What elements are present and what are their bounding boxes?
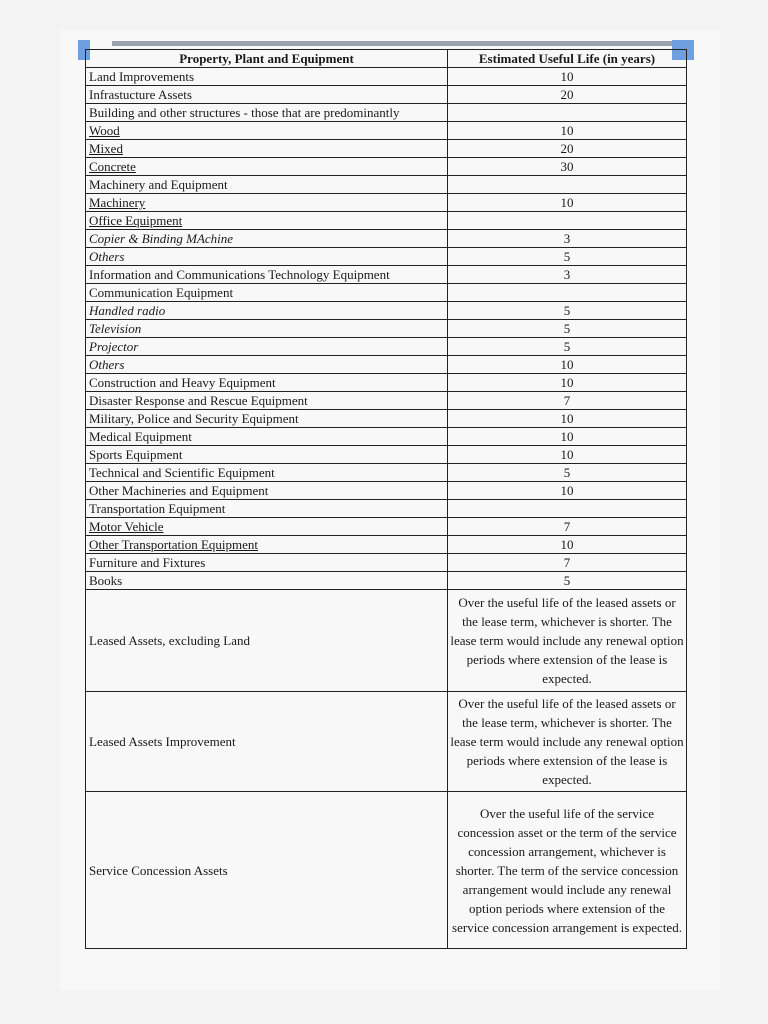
useful-life-value: 10 — [448, 356, 687, 374]
useful-life-value: 3 — [448, 230, 687, 248]
asset-category-label: Books — [86, 572, 448, 590]
asset-category-label: Television — [86, 320, 448, 338]
table-row — [86, 284, 687, 302]
useful-life-value — [448, 500, 687, 518]
top-edge-bar — [112, 41, 672, 46]
table-row — [86, 374, 687, 392]
asset-category-label: Information and Communications Technology Equipment — [86, 266, 448, 284]
asset-category-label: Sports Equipment — [86, 446, 448, 464]
table-row — [86, 572, 687, 590]
table-row — [86, 194, 687, 212]
asset-category-label: Transportation Equipment — [86, 500, 448, 518]
table-row — [86, 428, 687, 446]
table-row — [86, 158, 687, 176]
asset-category-label: Motor Vehicle — [86, 518, 448, 536]
useful-life-value — [448, 284, 687, 302]
useful-life-value: 5 — [448, 572, 687, 590]
useful-life-value: 30 — [448, 158, 687, 176]
table-row — [86, 536, 687, 554]
asset-category-label: Disaster Response and Rescue Equipment — [86, 392, 448, 410]
asset-category-label: Others — [86, 248, 448, 266]
table-row — [86, 104, 687, 122]
useful-life-value — [448, 176, 687, 194]
useful-life-value: 7 — [448, 554, 687, 572]
asset-category-label: Others — [86, 356, 448, 374]
table-row — [86, 320, 687, 338]
table-row — [86, 554, 687, 572]
table-row — [86, 212, 687, 230]
asset-category-label: Construction and Heavy Equipment — [86, 374, 448, 392]
table-row — [86, 176, 687, 194]
useful-life-value: 20 — [448, 140, 687, 158]
useful-life-value: 5 — [448, 338, 687, 356]
useful-life-value: 20 — [448, 86, 687, 104]
table-row — [86, 68, 687, 86]
asset-category-label: Technical and Scientific Equipment — [86, 464, 448, 482]
useful-life-value — [448, 212, 687, 230]
useful-life-value: 7 — [448, 392, 687, 410]
table-row — [86, 500, 687, 518]
useful-life-value: 10 — [448, 446, 687, 464]
asset-category-label: Machinery and Equipment — [86, 176, 448, 194]
useful-life-value: 10 — [448, 482, 687, 500]
useful-life-description: Over the useful life of the service concession asset or the term of the service concession arrangement, whichever is shorter. The term of the service concession arrangement would include any renewal option periods where extension of the service concession arrangement is expected. — [448, 792, 687, 949]
asset-category-label: Office Equipment — [86, 212, 448, 230]
useful-life-description: Over the useful life of the leased assets or the lease term, whichever is shorter. The lease term would include any renewal option periods where extension of the lease is expected. — [448, 590, 687, 692]
asset-category-label: Medical Equipment — [86, 428, 448, 446]
table-row-long — [86, 590, 687, 692]
asset-category-label: Service Concession Assets — [86, 792, 448, 949]
asset-category-label: Communication Equipment — [86, 284, 448, 302]
asset-category-label: Other Machineries and Equipment — [86, 482, 448, 500]
useful-life-description: Over the useful life of the leased assets or the lease term, whichever is shorter. The lease term would include any renewal option periods where extension of the lease is expected. — [448, 692, 687, 792]
asset-category-label: Military, Police and Security Equipment — [86, 410, 448, 428]
table-row — [86, 86, 687, 104]
table-row — [86, 482, 687, 500]
asset-category-label: Infrastucture Assets — [86, 86, 448, 104]
asset-category-label: Leased Assets, excluding Land — [86, 590, 448, 692]
table-row — [86, 518, 687, 536]
useful-life-value: 7 — [448, 518, 687, 536]
useful-life-value: 10 — [448, 194, 687, 212]
table-row-long — [86, 792, 687, 949]
table-row-long — [86, 692, 687, 792]
asset-category-label: Mixed — [86, 140, 448, 158]
asset-category-label: Leased Assets Improvement — [86, 692, 448, 792]
table-row — [86, 266, 687, 284]
table-row — [86, 446, 687, 464]
useful-life-value: 10 — [448, 410, 687, 428]
useful-life-value: 5 — [448, 248, 687, 266]
asset-category-label: Other Transportation Equipment — [86, 536, 448, 554]
table-row — [86, 356, 687, 374]
header-useful-life: Estimated Useful Life (in years) — [448, 50, 687, 68]
table-row — [86, 302, 687, 320]
table-row — [86, 392, 687, 410]
useful-life-table — [85, 49, 687, 949]
asset-category-label: Projector — [86, 338, 448, 356]
asset-category-label: Wood — [86, 122, 448, 140]
asset-category-label: Concrete — [86, 158, 448, 176]
useful-life-value: 5 — [448, 302, 687, 320]
table-row — [86, 122, 687, 140]
useful-life-value: 10 — [448, 374, 687, 392]
table-row — [86, 230, 687, 248]
useful-life-value: 3 — [448, 266, 687, 284]
header-property: Property, Plant and Equipment — [86, 50, 448, 68]
asset-category-label: Machinery — [86, 194, 448, 212]
useful-life-value — [448, 104, 687, 122]
useful-life-value: 10 — [448, 122, 687, 140]
asset-category-label: Building and other structures - those that are predominantly — [86, 104, 448, 122]
asset-category-label: Copier & Binding MAchine — [86, 230, 448, 248]
asset-category-label: Furniture and Fixtures — [86, 554, 448, 572]
useful-life-value: 5 — [448, 320, 687, 338]
table-row — [86, 248, 687, 266]
table-row — [86, 140, 687, 158]
useful-life-value: 10 — [448, 68, 687, 86]
table-row — [86, 464, 687, 482]
asset-category-label: Land Improvements — [86, 68, 448, 86]
table-header-row — [86, 50, 687, 68]
useful-life-value: 10 — [448, 536, 687, 554]
table-row — [86, 410, 687, 428]
asset-category-label: Handled radio — [86, 302, 448, 320]
useful-life-value: 10 — [448, 428, 687, 446]
useful-life-value: 5 — [448, 464, 687, 482]
table-row — [86, 338, 687, 356]
